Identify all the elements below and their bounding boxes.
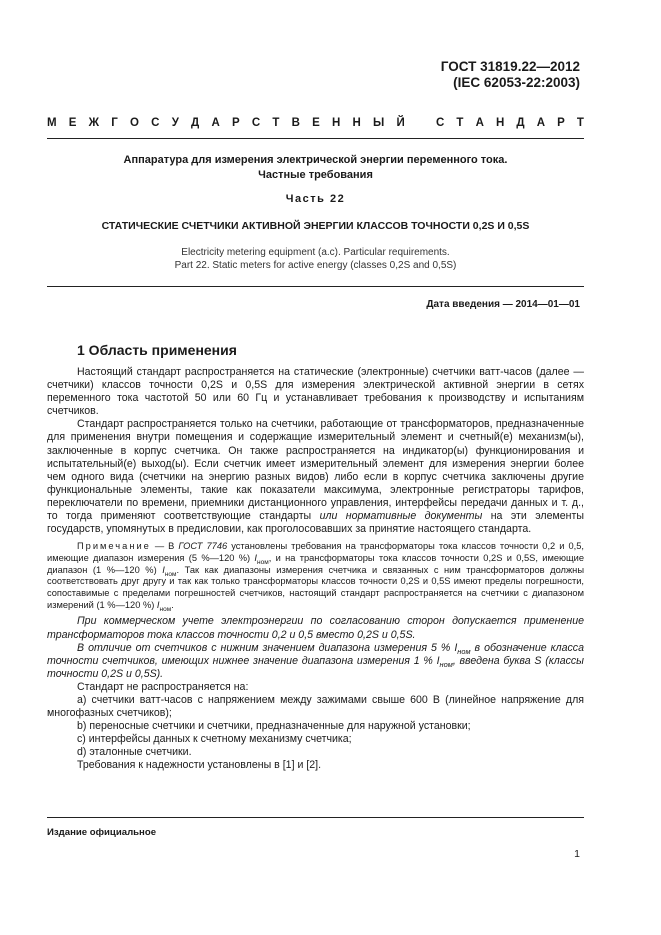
separator-rule <box>47 286 584 287</box>
banner-letter: С <box>436 117 445 129</box>
section-heading: 1 Область применения <box>77 342 237 358</box>
class-s-nom-subscript: ном <box>439 659 453 669</box>
introduction-date: Дата введения — 2014—01—01 <box>426 299 580 310</box>
banner-letter: Д <box>516 117 525 129</box>
standard-number: ГОСТ 31819.22—2012 <box>440 59 580 74</box>
banner-letter: Р <box>231 117 240 129</box>
standard-code <box>441 59 580 91</box>
class-s-current-symbol: I <box>436 654 440 667</box>
note <box>47 541 584 611</box>
banner-letter: Т <box>576 117 584 129</box>
list-item-d: d) эталонные счетчики. <box>77 746 192 759</box>
title-line-1: Аппаратура для измерения электрической энергии переменного тока. <box>123 154 508 166</box>
paragraph-commercial: При коммерческом учете электроэнергии по согласованию сторон допускается применение трансформаторов тока классов точности 0,2 и 0,5 вместо 0,2S и 0,5S. <box>47 615 584 641</box>
banner-letter: Н <box>495 117 505 129</box>
banner-left-word <box>47 117 405 129</box>
paragraph-reliability: Требования к надежности установлены в [1] и [2]. <box>77 759 322 772</box>
banner-letter: Р <box>557 117 565 129</box>
paragraph-applicability-end: на эти элементы государств, упомянутых в предисловии, как проголосовавших за принятие настоящего стандарта. <box>47 510 584 536</box>
english-line-1: Electricity metering equipment (a.c). Particular requirements. <box>181 247 450 258</box>
banner-letter: М <box>47 117 57 129</box>
banner-letter: О <box>130 117 139 129</box>
banner-letter: Т <box>456 117 464 129</box>
banner-letter: Н <box>352 117 361 129</box>
banner-letter: В <box>291 117 300 129</box>
part-label: Часть 22 <box>285 193 346 205</box>
standard-banner <box>47 117 584 129</box>
note-current-symbol: I <box>156 599 160 610</box>
banner-letter: С <box>251 117 261 129</box>
paragraph-applicability-text: Стандарт распространяется только на счетчики, работающие от трансформаторов, предназначенные для применения внутри помещения и содержащие измерительный элемент и счетный(е) механизм(ы), заключенные в корпус счетчика. Он также распространяется на индикатор(ы) функционирования и испытательный(е) выход(ы). Если счетчик имеет измерительный элемент для измерения энергии более чем одного вида (счетчики на энергию разных видов) либо если в корпус счетчика заключены другие функциональные элементы, такие как показатели максимума, электронные регистраторы тарифов, переключатели по времени, приемники дистанционного управления, интерфейсы передачи данных и т. д., то тогда применяют соответствующие стандарты <box>47 418 584 523</box>
list-item-c: c) интерфейсы данных к счетному механизму счетчика; <box>77 733 352 746</box>
section-body <box>47 366 584 773</box>
banner-letter: А <box>475 117 484 129</box>
banner-letter: Ж <box>88 117 100 129</box>
note-text-a: — В <box>150 541 179 552</box>
banner-letter: Д <box>191 117 200 129</box>
class-s-nom-subscript: ном <box>457 646 471 656</box>
banner-letter: Й <box>396 117 405 129</box>
document-title <box>47 153 584 183</box>
note-text-e: . Так как диапазоны измерения счетчика и связанных с ним трансформаторов должны соответствовать друг другу и так как только трансформаторы классов точности 0,2S и 0,5S имеют пределы погрешности, сопоставимые с пределами погрешностей счетчиков, настоящий стандарт распространяется на счетчики с диапазоном измерений (1 %—120 %) <box>47 564 584 610</box>
banner-letter: Т <box>272 117 280 129</box>
list-item-a: а) счетчики ватт-часов с напряжением между зажимами свыше 600 В (линейное напряжение для многофазных счетчиков); <box>47 694 584 720</box>
paragraph-applicability <box>47 418 584 536</box>
english-line-2: Part 22. Static meters for active energy (classes 0,2S and 0,5S) <box>174 260 457 271</box>
english-title <box>47 246 584 272</box>
banner-letter: Е <box>312 117 320 129</box>
banner-letter: С <box>151 117 160 129</box>
banner-letter: Н <box>331 117 341 129</box>
footer-rule <box>47 817 584 818</box>
note-text-d: , и на трансформаторы тока классов точности 0,2S и 0,5S, имеющие диапазон (1 %—120 %) <box>47 552 584 575</box>
banner-letter: Ы <box>373 117 385 129</box>
class-s-current-symbol: I <box>454 641 458 654</box>
subject-title: СТАТИЧЕСКИЕ СЧЕТЧИКИ АКТИВНОЙ ЭНЕРГИИ КЛАССОВ ТОЧНОСТИ 0,2S И 0,5S <box>101 220 530 232</box>
note-label: Примечание <box>77 541 151 552</box>
note-gost-ref: ГОСТ 7746 <box>178 541 228 552</box>
class-s-text-c: , введена буква S (классы точности 0,2S и 0,5S). <box>47 654 584 680</box>
banner-letter: Е <box>68 117 77 129</box>
paragraph-applicability-italic: или нормативные документы <box>319 510 483 523</box>
note-current-symbol: I <box>162 564 165 575</box>
note-text-c: установлены требования на трансформаторы тока классов точности 0,2 и 0,5, имеющие диапазон измерения (5 %—120 %) <box>47 541 584 563</box>
banner-letter: А <box>536 117 546 129</box>
title-line-2: Частные требования <box>258 169 373 181</box>
class-s-text-a: В отличие от счетчиков с нижним значением диапазона измерения 5 % <box>77 641 455 654</box>
note-text-f: . <box>171 599 174 610</box>
note-nom-subscript: ном <box>257 558 269 566</box>
iec-number: (IEC 62053-22:2003) <box>453 75 580 90</box>
banner-letter: У <box>171 117 179 129</box>
page-number: 1 <box>574 848 580 860</box>
note-current-symbol: I <box>254 552 257 563</box>
class-s-text-b: в обозначение класса точности счетчиков, имеющих нижнее значение диапазона измерения 1 % <box>47 641 584 667</box>
paragraph-exclusions: Стандарт не распространяется на: <box>77 680 249 693</box>
paragraph-scope: Настоящий стандарт распространяется на статические (электронные) счетчики ватт-часов (далее — счетчики) классов точности 0,2S и 0,5S для измерения электрической активной энергии в сетях переменного тока частотой 50 или 60 Гц и устанавливает требования к производству и испытаниям счетчиков. <box>47 366 584 418</box>
note-nom-subscript: ном <box>159 605 172 613</box>
edition-label: Издание официальное <box>47 827 157 838</box>
note-nom-subscript: ном <box>164 570 177 578</box>
banner-letter: А <box>211 117 220 129</box>
banner-letter: Г <box>111 117 118 129</box>
top-rule <box>47 138 584 139</box>
paragraph-class-s <box>47 642 584 681</box>
list-item-b: b) переносные счетчики и счетчики, предназначенные для наружной установки; <box>77 720 471 733</box>
banner-right-word <box>436 117 584 129</box>
